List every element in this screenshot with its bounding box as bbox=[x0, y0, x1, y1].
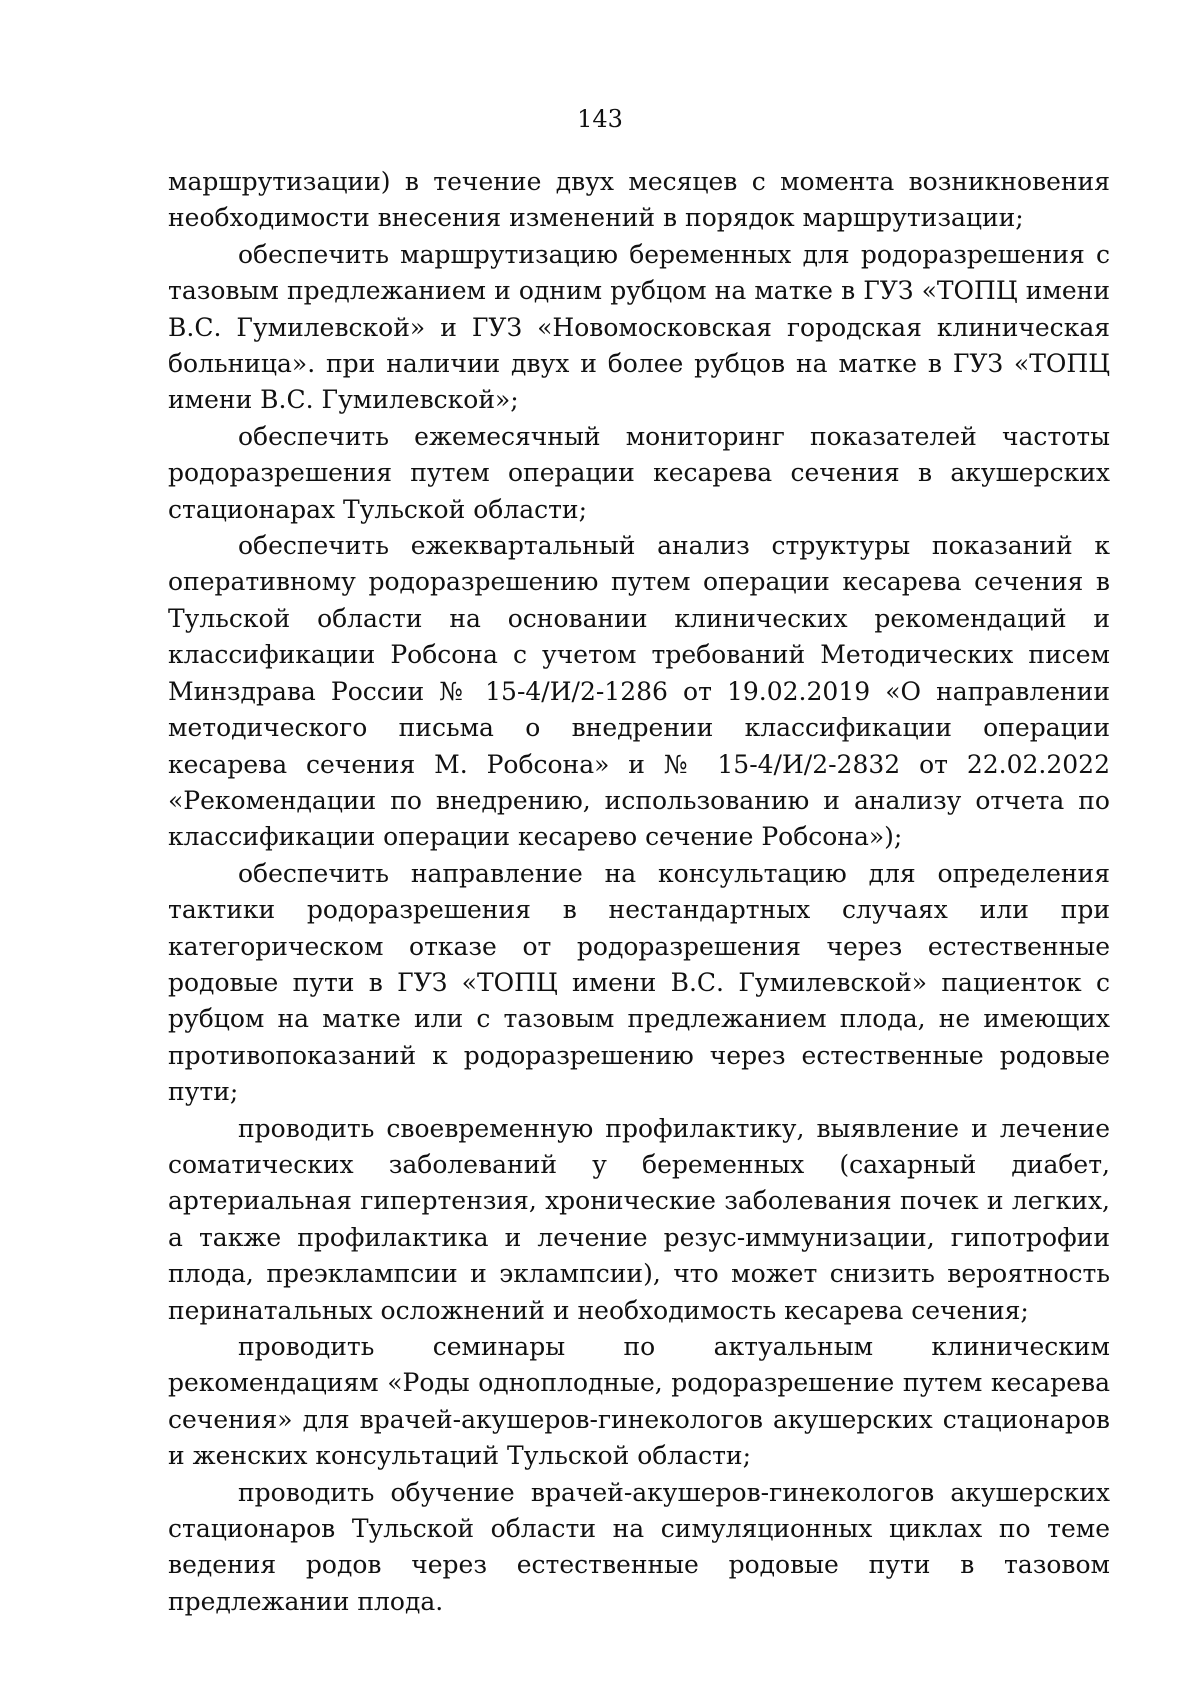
document-body bbox=[168, 164, 1110, 1620]
paragraph-simulation-training: проводить обучение врачей-акушеров-гинекологов акушерских стационаров Тульской области на симуляционных циклах по теме ведения родов через естественные родовые пути в тазовом предлежании плода. bbox=[168, 1477, 1110, 1616]
paragraph-routing-deadline: маршрутизации) в течение двух месяцев с момента возникновения необходимости внесения изменений в порядок маршрутизации; bbox=[168, 167, 1110, 233]
paragraph-seminars: проводить семинары по актуальным клиническим рекомендациям «Роды одноплодные, родоразрешение путем кесарева сечения» для врачей-акушеров-гинекологов акушерских стационаров и женских консультаций Тульской области; bbox=[168, 1332, 1110, 1471]
paragraph-consultation-referral: обеспечить направление на консультацию для определения тактики родоразрешения в нестандартных случаях или при категорическом отказе от родоразрешения через естественные родовые пути в ГУЗ «ТОПЦ имени В.С. Гумилевской» пациенток с рубцом на матке или с тазовым предлежанием плода, не имеющих противопоказаний к родоразрешению через естественные родовые пути; bbox=[168, 858, 1110, 1107]
page-number: 143 bbox=[577, 105, 623, 133]
paragraph-disease-prevention: проводить своевременную профилактику, выявление и лечение соматических заболеваний у беременных (сахарный диабет, артериальная гипертензия, хронические заболевания почек и легких, а также профилактика и лечение резус-иммунизации, гипотрофии плода, преэклампсии и эклампсии), что может снизить вероятность перинатальных осложнений и необходимость кесарева сечения; bbox=[168, 1113, 1110, 1325]
paragraph-monthly-monitoring: обеспечить ежемесячный мониторинг показателей частоты родоразрешения путем операции кесарева сечения в акушерских стационарах Тульской области; bbox=[168, 421, 1110, 524]
paragraph-breech-routing: обеспечить маршрутизацию беременных для родоразрешения с тазовым предлежанием и одним рубцом на матке в ГУЗ «ТОПЦ имени В.С. Гумилевской» и ГУЗ «Новомосковская городская клиническая больница». при наличии двух и более рубцов на матке в ГУЗ «ТОПЦ имени В.С. Гумилевской»; bbox=[168, 239, 1110, 415]
paragraph-quarterly-analysis: обеспечить ежеквартальный анализ структуры показаний к оперативному родоразрешению путем операции кесарева сечения в Тульской области на основании клинических рекомендаций и классификации Робсона с учетом требований Методических писем Минздрава России № 15-4/И/2-1286 от 19.02.2019 «О направлении методического письма о внедрении классификации операции кесарева сечения М. Робсона» и № 15-4/И/2-2832 от 22.02.2022 «Рекомендации по внедрению, использованию и анализу отчета по классификации операции кесарево сечение Робсона»); bbox=[168, 531, 1110, 852]
